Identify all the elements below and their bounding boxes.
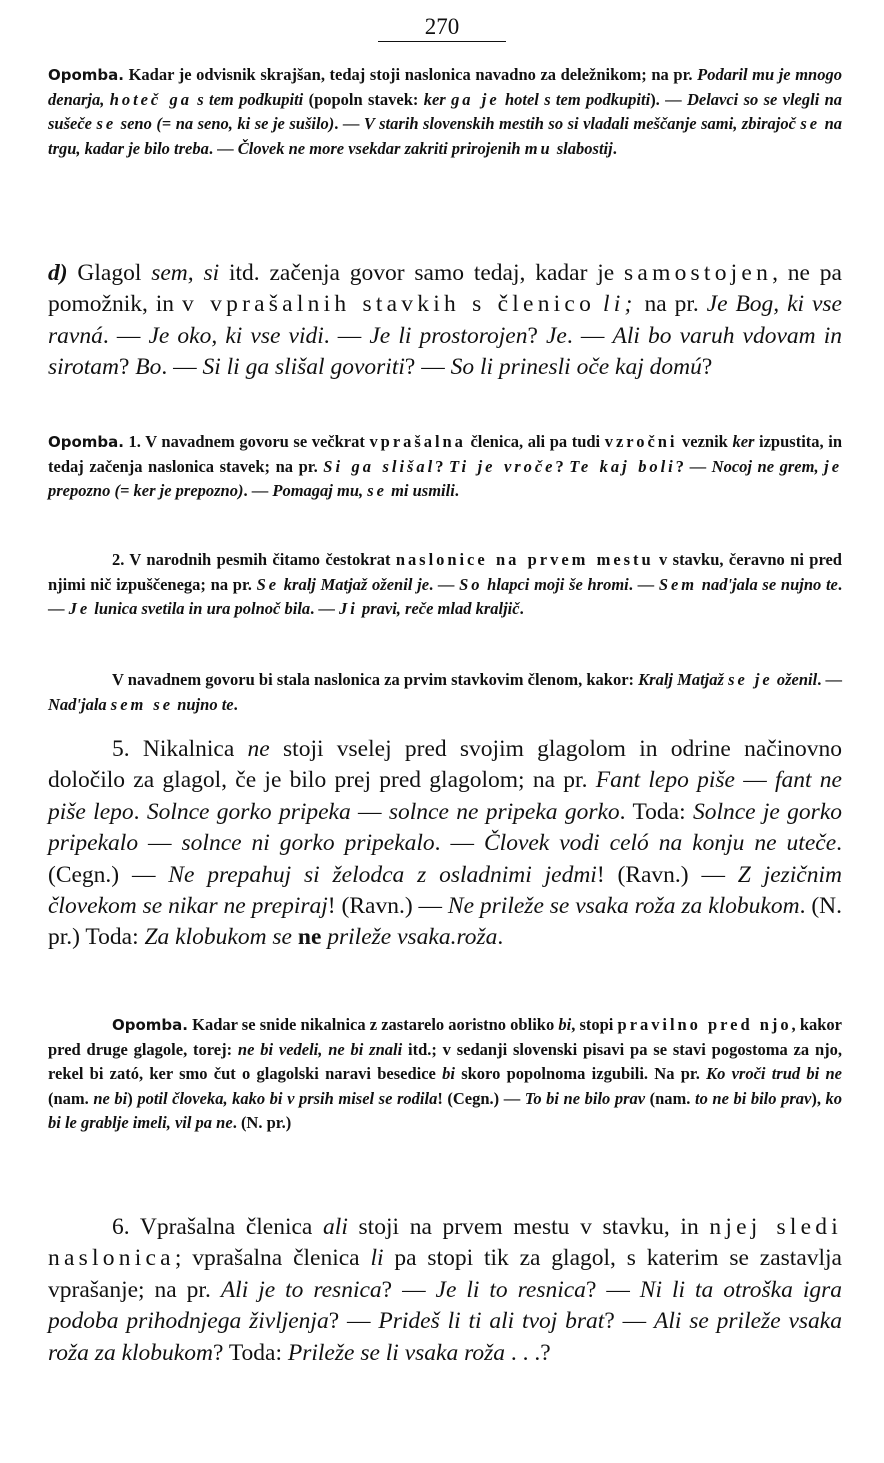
text-run: Ni li ta otroška igra podoba prihodnjega življenja <box>48 1276 842 1335</box>
text-run: ? <box>118 354 136 381</box>
text-run: stoji na prvem mestu v stavku, in <box>347 1214 710 1240</box>
text-run: ne <box>297 924 322 951</box>
note-omitted-particle <box>48 430 842 504</box>
text-run: Se <box>256 574 280 594</box>
text-run: . <box>133 798 147 825</box>
header-rule <box>378 41 506 42</box>
section-5-negation <box>48 734 842 954</box>
text-run: . — <box>208 138 238 158</box>
text-run: Je <box>68 599 91 619</box>
text-run: hlapci moji še hromi <box>482 574 629 594</box>
text-run: bi <box>442 1064 455 1084</box>
text-run: . <box>233 694 238 714</box>
page-number: 270 <box>424 14 460 39</box>
note-enclitic-participle <box>48 63 842 161</box>
text-run: ? — <box>675 456 712 476</box>
text-run: solnce ni gorko pripekalo <box>181 830 435 857</box>
text-run: . — <box>323 322 370 349</box>
text-run: li <box>370 1245 384 1272</box>
text-run: . <box>454 481 459 501</box>
text-run: Bo <box>135 354 162 381</box>
text-run: samostojen <box>624 260 773 286</box>
text-run: ), <box>811 1088 826 1108</box>
text-run: ker <box>732 432 755 451</box>
text-run: Si ga slišal <box>323 456 436 476</box>
text-run: ? — <box>404 354 451 381</box>
text-run: Kralj Matjaž <box>638 670 729 689</box>
text-run: nujno te <box>173 694 234 714</box>
text-run: Fant lepo piše <box>595 767 735 794</box>
text-run: . — <box>243 481 273 501</box>
text-run: ? <box>555 456 570 476</box>
text-run: . Toda: <box>619 798 693 825</box>
text-run: — <box>734 767 775 794</box>
text-run: ne <box>247 736 270 762</box>
text-run: li; <box>603 291 637 318</box>
text-run: ali <box>323 1214 348 1240</box>
text-run: . — <box>434 830 484 857</box>
text-run: Ali bo varuh vdovam in sirotam <box>48 322 843 381</box>
text-run: Ko vroči trud bi ne <box>706 1064 842 1084</box>
text-run: Delavci so se vlegli na sušeče <box>48 89 843 134</box>
text-run: ? — <box>585 1276 640 1303</box>
text-run: Ali se prileže vsaka roža za klobukom <box>48 1308 842 1366</box>
text-run: , kakor pred druge glagole, torej: <box>48 1015 842 1059</box>
text-run: Je li to resnica <box>435 1276 586 1303</box>
text-run: Glagol <box>67 260 152 286</box>
text-run: . <box>497 924 504 951</box>
text-run: izpustita, in tedaj začenja naslonica stavek; na pr. <box>48 432 842 476</box>
text-run: Človek ne more vsekdar zakriti prirojenih <box>237 138 525 158</box>
text-run: — <box>138 830 182 857</box>
text-run: ne bi vedeli, ne bi znali <box>237 1039 403 1059</box>
text-run: (nam. <box>48 1088 94 1108</box>
text-run: . (Cegn.) — <box>48 830 842 888</box>
text-run: 6. Vprašalna členica <box>112 1214 324 1240</box>
text-run: To bi ne bilo prav <box>524 1088 646 1108</box>
text-run: Za klobukom se <box>144 924 298 951</box>
text-run: ne bi <box>93 1088 128 1108</box>
text-run: . — <box>429 574 460 594</box>
text-run: Prileže se li vsaka roža <box>287 1339 505 1366</box>
text-run: stoji vselej pred svojim glagolom in odrine načinovno določilo za glagol, če je bilo prej pred glagolom; na pr. <box>48 736 842 794</box>
text-run <box>595 291 603 317</box>
text-run: , stopi <box>571 1015 618 1034</box>
text-run: Sem <box>658 574 698 594</box>
text-run: . (N. pr.) Toda: <box>48 893 842 951</box>
text-run: V starih slovenskih mestih so si vladali meščanje sami, zbirajoč <box>363 114 801 134</box>
text-run: . (N. pr.) <box>232 1113 292 1133</box>
text-run: ). — <box>650 89 687 109</box>
text-run: Ji <box>339 599 358 619</box>
text-run: . — <box>628 574 659 594</box>
text-run: Človek vodi celó na konju ne uteče <box>483 830 837 857</box>
text-run: ; vprašalna členica <box>174 1245 371 1272</box>
text-run: . — <box>48 574 843 619</box>
text-run: potil človeka, kako bi v prsih misel se rodila <box>137 1088 438 1108</box>
note-ordinary-speech <box>48 668 842 717</box>
text-run: . — <box>310 599 340 619</box>
text-run: Kadar je odvisnik skrajšan, tedaj stoji naslonica navadno za deležnikom; na pr. <box>123 65 698 84</box>
text-run: hotel s tem podkupiti <box>499 89 651 109</box>
text-run: Opomba. <box>48 433 124 451</box>
text-run: slabostij <box>552 138 613 158</box>
text-run: Solnce gorko pripeka <box>146 798 351 825</box>
text-run: . — <box>102 322 149 349</box>
text-run: v vprašalnih stavkih s členico <box>181 291 596 318</box>
text-run: sem, si <box>151 260 220 286</box>
text-run: Te kaj boli <box>569 456 676 476</box>
text-run: njej sledi naslonica <box>48 1214 842 1272</box>
text-run: Ne prileže se vsaka roža za klobukom <box>447 893 800 920</box>
text-run: oženil <box>772 670 818 689</box>
text-run: Podaril mu je mnogo denarja, <box>48 65 842 109</box>
text-run: So li prinesli oče kaj domú <box>450 354 702 381</box>
section-6-question-particles <box>48 1212 842 1369</box>
text-run: ? <box>435 456 450 476</box>
text-run: ? — <box>604 1308 654 1335</box>
text-run: ! (Cegn.) — <box>437 1088 525 1108</box>
text-run: Kadar se snide nikalnica z zastarelo aoristno obliko <box>187 1015 559 1034</box>
text-run: 2. V narodnih pesmih čitamo čestokrat <box>112 550 396 569</box>
text-run: itd.; v sedanji slovenski pisavi pa se stavi pogostoma za njo, rekel bi zató, ker smo čut o glagolski naravi besedice <box>48 1039 842 1084</box>
text-run: členica, ali pa tudi <box>465 432 605 451</box>
text-run: , ne pa pomožnik, in <box>48 260 842 318</box>
text-run: Pomagaj mu, <box>272 481 368 501</box>
text-run: d) <box>48 260 68 286</box>
text-run: se <box>800 114 821 134</box>
text-run: ker <box>423 89 452 109</box>
text-run: hoteč ga <box>109 89 192 109</box>
text-run: . — <box>566 322 613 349</box>
text-run: bi <box>558 1015 572 1034</box>
text-run: Nocoj ne grem, <box>711 456 825 476</box>
text-run: Nad'jala <box>48 694 111 714</box>
text-run: naslonice na prvem mestu <box>395 550 654 569</box>
text-run: na trgu, kadar je bilo treba <box>48 114 842 158</box>
text-run: sem se <box>110 694 174 714</box>
text-run: kralj Matjaž oženil je <box>279 574 430 594</box>
text-run: je <box>824 456 843 476</box>
text-run: ? Toda: <box>212 1339 288 1366</box>
text-run: na pr. <box>636 291 707 318</box>
text-run: ) <box>127 1088 138 1108</box>
text-run: to ne bi bilo prav <box>695 1088 812 1108</box>
text-run: Ti je vroče <box>449 456 556 476</box>
note-folk-songs <box>48 548 842 622</box>
text-run: (nam. <box>645 1088 695 1108</box>
text-run: 1. V navadnem govoru se večkrat <box>123 432 370 451</box>
text-run: v stavku, čeravno ni pred njimi nič izpuščenega; na pr. <box>48 550 842 594</box>
text-run: prileže vsaka.roža <box>321 924 498 951</box>
text-run: . — <box>817 670 843 689</box>
text-run: solnce ne pripeka gorko <box>388 798 620 825</box>
text-run: So <box>459 574 483 594</box>
text-run: prepozno (= ker je prepozno) <box>48 481 244 501</box>
text-run: Prideš li ti ali tvoj brat <box>378 1308 605 1335</box>
text-run: pravilno pred njo <box>617 1015 792 1034</box>
section-d-verb-sem <box>48 258 842 384</box>
text-run: Si li ga slišal govoriti <box>202 354 405 381</box>
text-run: se <box>367 481 387 501</box>
text-run: ! (Ravn.) — <box>596 861 738 888</box>
text-run: nad'jala se nujno te <box>697 574 838 594</box>
text-run: (popoln stavek: <box>303 89 424 109</box>
text-run: ko bi le grablje imeli, vil pa ne <box>48 1088 843 1133</box>
text-run: ga je <box>451 89 500 109</box>
text-run: ? <box>701 354 713 381</box>
text-run: mu <box>524 138 553 158</box>
text-run: Je Bog, ki vse ravná <box>48 291 842 349</box>
text-run: veznik <box>677 432 733 451</box>
text-run: ! (Ravn.) — <box>327 893 448 920</box>
text-run: . — <box>161 354 203 381</box>
text-run: fant ne piše lepo <box>48 767 842 825</box>
text-run: V navadnem govoru bi stala naslonica za prvim stavkovim členom, kakor: <box>112 670 639 689</box>
text-run: ? <box>527 322 546 349</box>
note-aorist-bi <box>48 1013 842 1136</box>
text-run: itd. začenja govor samo tedaj, kadar je <box>219 260 625 286</box>
text-run: Ne prepahuj si želodca z osladnimi jedmi <box>168 861 597 888</box>
text-run: Je <box>546 322 567 349</box>
text-run: Z jezičnim človekom se nikar ne prepiraj <box>48 861 842 920</box>
text-run: seno (= na seno, ki se je sušilo) <box>116 114 335 134</box>
text-run: ? — <box>381 1276 436 1303</box>
text-run: . . .? <box>505 1339 551 1366</box>
text-run: mi usmili <box>386 481 455 501</box>
text-run: 5. Nikalnica <box>112 736 248 762</box>
text-run: . — <box>334 114 364 134</box>
text-run: Opomba. <box>112 1016 188 1034</box>
text-run: . <box>612 138 617 158</box>
text-run: . <box>519 599 524 619</box>
text-run: se <box>96 114 117 134</box>
text-run: Je oko, ki vse vidi <box>148 322 324 349</box>
text-run: pa stopi tik za glagol, s katerim se zastavlja vprašanje; na pr. <box>48 1245 842 1303</box>
text-run: — <box>350 798 389 825</box>
text-run: pravi, reče mlad kraljič <box>357 599 520 619</box>
text-run: vzročni <box>604 432 678 451</box>
text-run: skoro popolnoma izgubili. Na pr. <box>454 1064 707 1084</box>
text-run: se je <box>728 670 773 689</box>
text-run: Je li prostorojen <box>369 322 528 349</box>
text-run: vprašalna <box>369 432 466 451</box>
text-run: lunica svetila in ura polnoč bila <box>90 599 311 619</box>
text-run: Ali je to resnica <box>220 1276 382 1303</box>
text-run: Solnce je gorko pripekalo <box>48 798 842 857</box>
text-run: ? — <box>328 1308 379 1335</box>
text-run: s tem podkupiti <box>191 89 304 109</box>
text-run: Opomba. <box>48 66 124 84</box>
